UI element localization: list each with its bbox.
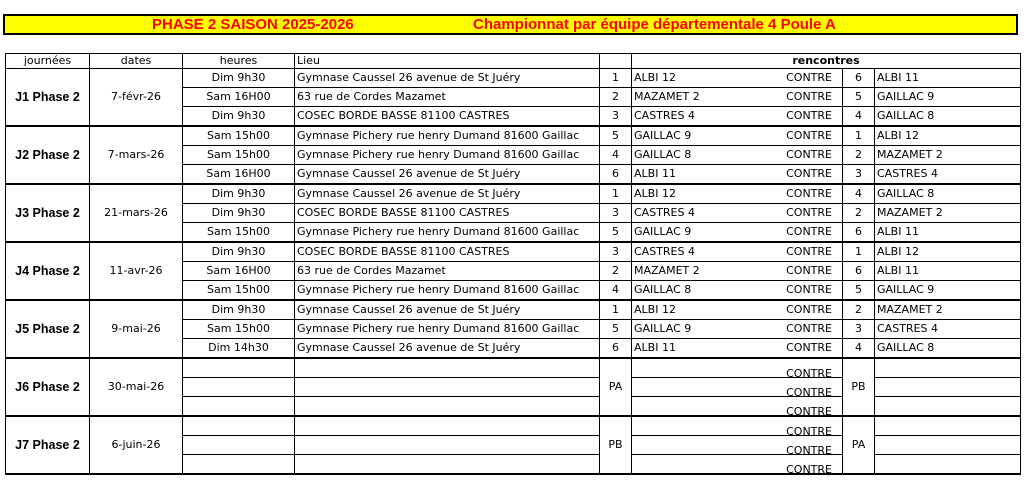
match-time: Sam 15h00 (183, 126, 295, 146)
home-team-number: 3 (600, 242, 632, 262)
contre-label: CONTRE (786, 444, 832, 455)
match-time (183, 378, 295, 397)
away-team-number: 3 (843, 165, 875, 185)
home-team (632, 165, 843, 185)
match-venue: Gymnase Caussel 26 avenue de St Juéry (295, 300, 600, 320)
round-label: J3 Phase 2 (6, 184, 90, 242)
away-team: GAILLAC 8 (875, 107, 1021, 127)
schedule-table (5, 53, 1021, 475)
home-team-name: ALBI 12 (634, 71, 676, 84)
match-row (6, 126, 1021, 146)
home-team-number: 2 (600, 262, 632, 281)
home-team-number: 3 (600, 204, 632, 223)
round-date: 11-avr-26 (90, 242, 183, 300)
home-team (632, 242, 843, 262)
home-team-number: 4 (600, 281, 632, 301)
contre-label: CONTRE (786, 206, 832, 219)
away-team: ALBI 11 (875, 262, 1021, 281)
contre-label: CONTRE (786, 167, 832, 180)
contre-label: CONTRE (786, 283, 832, 296)
away-team-number: 6 (843, 69, 875, 88)
championship-title: Championnat par équipe départementale 4 Poule A (473, 16, 836, 33)
contre-label: CONTRE (786, 225, 832, 238)
match-venue (295, 416, 600, 436)
home-team (632, 69, 843, 88)
match-row (6, 358, 1021, 378)
contre-label: CONTRE (786, 109, 832, 122)
round-label: J2 Phase 2 (6, 126, 90, 184)
home-team-name: GAILLAC 8 (634, 148, 692, 161)
away-team: GAILLAC 8 (875, 339, 1021, 359)
round-date: 7-mars-26 (90, 126, 183, 184)
away-team-number: 6 (843, 223, 875, 243)
home-team-name: GAILLAC 9 (634, 129, 692, 142)
match-time (183, 455, 295, 475)
match-venue (295, 378, 600, 397)
home-team (632, 184, 843, 204)
contre-label: CONTRE (786, 303, 832, 316)
home-team (632, 204, 843, 223)
match-time (183, 397, 295, 417)
match-time: Dim 9h30 (183, 242, 295, 262)
home-team (632, 378, 843, 397)
home-team-name: ALBI 12 (634, 187, 676, 200)
match-time: Sam 15h00 (183, 223, 295, 243)
round-label: J1 Phase 2 (6, 69, 90, 127)
home-team-name: GAILLAC 9 (634, 225, 692, 238)
match-venue (295, 436, 600, 455)
pool-code-away: PA (843, 416, 875, 474)
match-venue: Gymnase Caussel 26 avenue de St Juéry (295, 339, 600, 359)
away-team-number: 4 (843, 107, 875, 127)
home-team-name: GAILLAC 9 (634, 322, 692, 335)
home-team-number: 1 (600, 300, 632, 320)
match-venue: Gymnase Pichery rue henry Dumand 81600 Gaillac (295, 320, 600, 339)
home-team-name: GAILLAC 8 (634, 283, 692, 296)
contre-label: CONTRE (786, 425, 832, 436)
contre-label: CONTRE (786, 341, 832, 354)
home-team (632, 146, 843, 165)
away-team-number: 2 (843, 300, 875, 320)
match-venue: Gymnase Caussel 26 avenue de St Juéry (295, 69, 600, 88)
home-team (632, 281, 843, 301)
match-time (183, 358, 295, 378)
round-date: 9-mai-26 (90, 300, 183, 358)
match-venue: COSEC BORDE BASSE 81100 CASTRES (295, 107, 600, 127)
away-team (875, 436, 1021, 455)
away-team: ALBI 11 (875, 223, 1021, 243)
home-team (632, 416, 843, 436)
home-team (632, 107, 843, 127)
match-time: Dim 9h30 (183, 107, 295, 127)
home-team-number: 1 (600, 184, 632, 204)
home-team-number: 1 (600, 69, 632, 88)
pool-code-away: PB (843, 358, 875, 416)
match-row (6, 69, 1021, 88)
away-team (875, 397, 1021, 417)
away-team (875, 416, 1021, 436)
header-lieu: Lieu (295, 54, 600, 69)
match-time: Sam 16H00 (183, 262, 295, 281)
match-time: Sam 16H00 (183, 88, 295, 107)
contre-label: CONTRE (786, 322, 832, 335)
home-team-number: 4 (600, 146, 632, 165)
round-date: 21-mars-26 (90, 184, 183, 242)
match-venue (295, 358, 600, 378)
away-team: CASTRES 4 (875, 165, 1021, 185)
home-team-name: ALBI 12 (634, 303, 676, 316)
away-team-number: 1 (843, 242, 875, 262)
home-team-number: 3 (600, 107, 632, 127)
away-team: ALBI 12 (875, 126, 1021, 146)
contre-label: CONTRE (786, 264, 832, 277)
away-team (875, 378, 1021, 397)
pool-code-home: PA (600, 358, 632, 416)
contre-label: CONTRE (786, 148, 832, 161)
away-team-number: 2 (843, 146, 875, 165)
match-venue: COSEC BORDE BASSE 81100 CASTRES (295, 204, 600, 223)
match-time: Dim 14h30 (183, 339, 295, 359)
match-time: Dim 9h30 (183, 204, 295, 223)
away-team-number: 4 (843, 339, 875, 359)
match-time: Sam 15h00 (183, 320, 295, 339)
home-team-name: ALBI 11 (634, 341, 676, 354)
away-team-number: 1 (843, 126, 875, 146)
home-team (632, 358, 843, 378)
match-venue: Gymnase Pichery rue henry Dumand 81600 Gaillac (295, 223, 600, 243)
home-team-name: CASTRES 4 (634, 245, 695, 258)
title-banner (3, 14, 1018, 35)
away-team (875, 358, 1021, 378)
home-team (632, 436, 843, 455)
away-team: ALBI 12 (875, 242, 1021, 262)
season-title: PHASE 2 SAISON 2025-2026 (152, 16, 354, 33)
header-rencontres: rencontres (632, 54, 1021, 69)
contre-label: CONTRE (786, 405, 832, 416)
away-team: MAZAMET 2 (875, 204, 1021, 223)
match-row (6, 242, 1021, 262)
header-journees: journées (6, 54, 90, 69)
away-team: ALBI 11 (875, 69, 1021, 88)
round-date: 30-mai-26 (90, 358, 183, 416)
pool-code-home: PB (600, 416, 632, 474)
round-label: J7 Phase 2 (6, 416, 90, 474)
home-team (632, 262, 843, 281)
contre-label: CONTRE (786, 386, 832, 397)
match-venue: Gymnase Caussel 26 avenue de St Juéry (295, 165, 600, 185)
home-team-name: MAZAMET 2 (634, 264, 700, 277)
home-team-name: CASTRES 4 (634, 206, 695, 219)
home-team (632, 126, 843, 146)
round-date: 6-juin-26 (90, 416, 183, 474)
home-team (632, 320, 843, 339)
match-venue: 63 rue de Cordes Mazamet (295, 88, 600, 107)
away-team: CASTRES 4 (875, 320, 1021, 339)
away-team-number: 5 (843, 88, 875, 107)
home-team (632, 397, 843, 417)
home-team (632, 339, 843, 359)
away-team: MAZAMET 2 (875, 146, 1021, 165)
home-team-number: 6 (600, 339, 632, 359)
contre-label: CONTRE (786, 90, 832, 103)
contre-label: CONTRE (786, 367, 832, 378)
match-venue: Gymnase Pichery rue henry Dumand 81600 Gaillac (295, 281, 600, 301)
away-team-number: 4 (843, 184, 875, 204)
contre-label: CONTRE (786, 129, 832, 142)
away-team: GAILLAC 9 (875, 88, 1021, 107)
contre-label: CONTRE (786, 463, 832, 474)
home-team-number: 5 (600, 320, 632, 339)
home-team-name: ALBI 11 (634, 167, 676, 180)
away-team: GAILLAC 9 (875, 281, 1021, 301)
home-team (632, 455, 843, 475)
away-team-number: 5 (843, 281, 875, 301)
match-venue: Gymnase Pichery rue henry Dumand 81600 Gaillac (295, 126, 600, 146)
round-label: J5 Phase 2 (6, 300, 90, 358)
header-heures: heures (183, 54, 295, 69)
home-team-number: 6 (600, 165, 632, 185)
home-team (632, 88, 843, 107)
away-team: GAILLAC 8 (875, 184, 1021, 204)
match-venue: Gymnase Pichery rue henry Dumand 81600 Gaillac (295, 146, 600, 165)
match-row (6, 416, 1021, 436)
home-team (632, 300, 843, 320)
match-time (183, 436, 295, 455)
match-venue (295, 397, 600, 417)
match-time: Sam 15h00 (183, 281, 295, 301)
match-time: Sam 16H00 (183, 165, 295, 185)
contre-label: CONTRE (786, 71, 832, 84)
round-label: J4 Phase 2 (6, 242, 90, 300)
home-team-number: 2 (600, 88, 632, 107)
match-time (183, 416, 295, 436)
home-team-number: 5 (600, 223, 632, 243)
header-row (6, 54, 1021, 69)
header-blank (600, 54, 632, 69)
home-team-name: CASTRES 4 (634, 109, 695, 122)
match-venue: 63 rue de Cordes Mazamet (295, 262, 600, 281)
match-row (6, 300, 1021, 320)
away-team-number: 3 (843, 320, 875, 339)
match-venue: Gymnase Caussel 26 avenue de St Juéry (295, 184, 600, 204)
header-dates: dates (90, 54, 183, 69)
away-team: MAZAMET 2 (875, 300, 1021, 320)
match-venue (295, 455, 600, 475)
match-venue: COSEC BORDE BASSE 81100 CASTRES (295, 242, 600, 262)
match-row (6, 184, 1021, 204)
away-team-number: 2 (843, 204, 875, 223)
match-time: Sam 15h00 (183, 146, 295, 165)
round-label: J6 Phase 2 (6, 358, 90, 416)
away-team-number: 6 (843, 262, 875, 281)
round-date: 7-févr-26 (90, 69, 183, 127)
home-team-number: 5 (600, 126, 632, 146)
contre-label: CONTRE (786, 187, 832, 200)
match-time: Dim 9h30 (183, 184, 295, 204)
match-time: Dim 9h30 (183, 300, 295, 320)
home-team-name: MAZAMET 2 (634, 90, 700, 103)
match-time: Dim 9h30 (183, 69, 295, 88)
home-team (632, 223, 843, 243)
contre-label: CONTRE (786, 245, 832, 258)
away-team (875, 455, 1021, 475)
